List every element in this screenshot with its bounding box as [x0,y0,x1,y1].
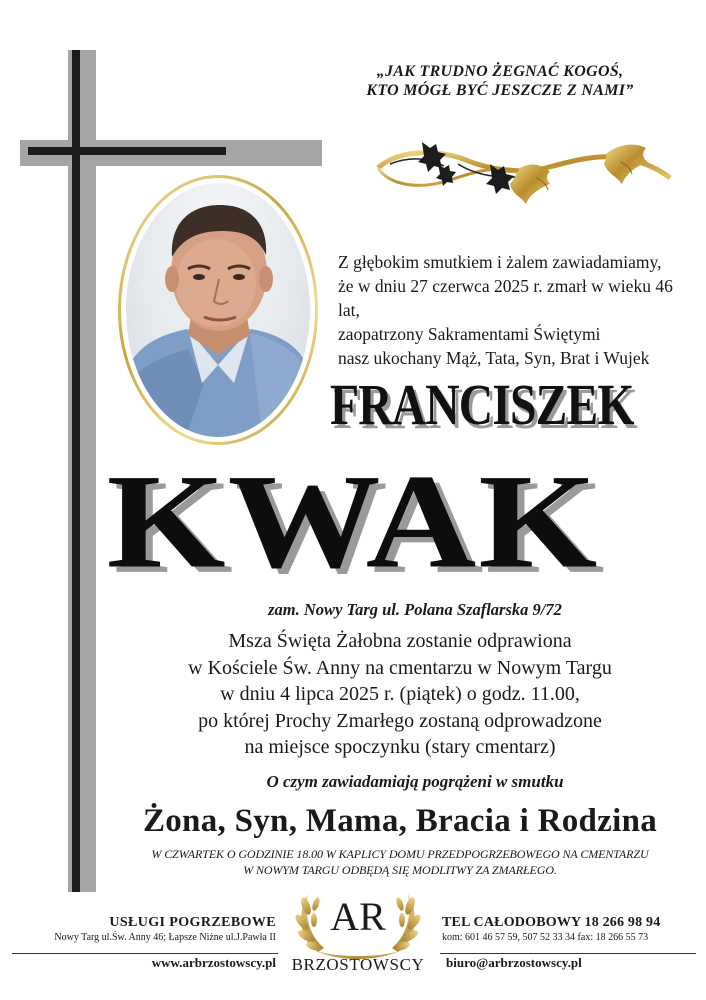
portrait-photo [126,183,310,437]
intro-line-2: że w dniu 27 czerwca 2025 r. zmarł w wieku 46 lat, [338,276,673,320]
deceased-surname: KWAK [106,446,600,597]
phone-mobile-fax: kom: 601 46 57 59, 507 52 33 34 fax: 18 266 55 73 [442,932,649,943]
company-address: Nowy Targ ul.Św. Anny 46; Łapsze Niżne ul.J.Pawła II [54,932,276,943]
prayer-notice [100,846,700,878]
logo-initials: AR [330,894,386,939]
footer-divider-left [12,953,278,954]
intro-line-3: zaopatrzony Sakramentami Świętymi [338,324,601,344]
company-name: USŁUGI POGRZEBOWE [109,915,276,930]
memorial-quote [320,62,680,100]
mass-line-1: Msza Święta Żałobna zostanie odprawiona [228,630,572,652]
logo-name: BRZOSTOWSCY [291,955,425,974]
portrait-frame [118,175,318,445]
announcement-intro [338,250,678,370]
person-portrait-icon [126,183,310,437]
quote-line-2: KTO MÓGŁ BYĆ JESZCZE Z NAMI” [366,82,634,99]
cross-arm [28,147,226,155]
deceased-first-name: FRANCISZEK [330,372,634,437]
phone-number: TEL CAŁODOBOWY 18 266 98 94 [442,915,661,930]
mass-line-2: w Kościele Św. Anny na cmentarzu w Nowym Targu [188,656,612,679]
company-email: biuro@arbrzostowscy.pl [446,955,582,970]
quote-line-1: „JAK TRUDNO ŻEGNAĆ KOGOŚ, [376,63,624,80]
footer-divider-right [440,953,696,954]
prayer-line-2: W NOWYM TARGU ODBĘDĄ SIĘ MODLITWY ZA ZMARŁEGO. [243,863,557,877]
funeral-mass-details [120,628,680,761]
vine-ornament-icon [370,138,680,210]
mourners-family: Żona, Syn, Mama, Bracia i Rodzina [142,803,658,839]
intro-line-4: nasz ukochany Mąż, Tata, Syn, Brat i Wujek [338,348,650,368]
mass-line-4: po której Prochy Zmarłego zostaną odprowadzone [198,709,602,732]
mass-line-5: na miejsce spoczynku (stary cmentarz) [244,736,556,758]
mourners-notice: O czym zawiadamiają pogrążeni w smutku [266,772,564,791]
mass-line-3: w dniu 4 lipca 2025 r. (piątek) o godz. 11.00, [220,683,580,705]
prayer-line-1: W CZWARTEK O GODZINIE 18.00 W KAPLICY DOMU PRZEDPOGRZEBOWEGO NA CMENTARZU [151,847,649,861]
deceased-address: zam. Nowy Targ ul. Polana Szaflarska 9/72 [268,600,562,619]
company-website: www.arbrzostowscy.pl [151,955,276,970]
intro-line-1: Z głębokim smutkiem i żalem zawiadamiamy, [338,252,662,272]
